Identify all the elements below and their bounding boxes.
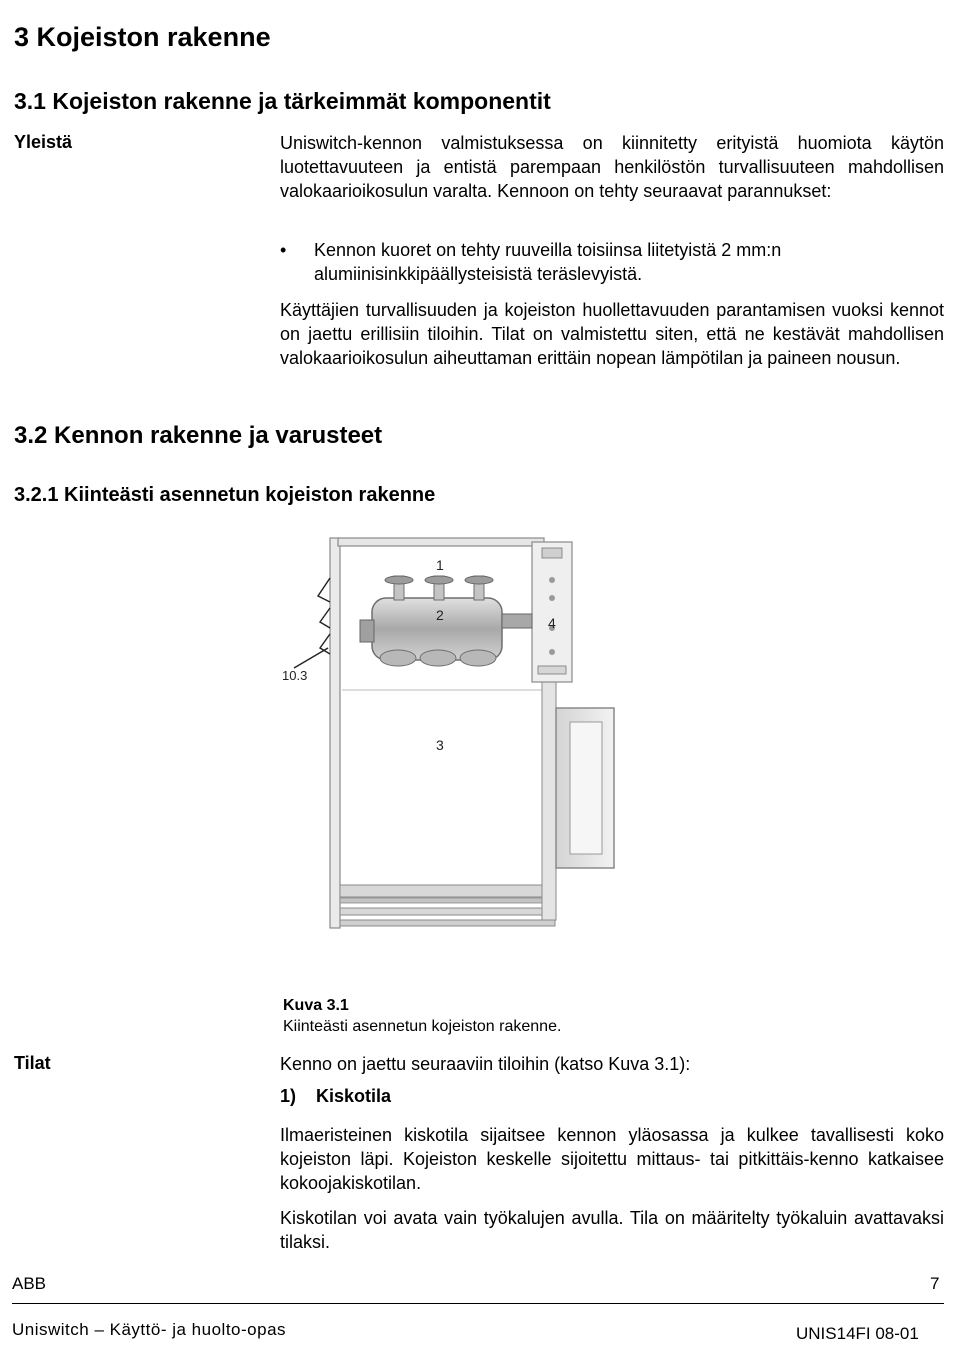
paragraph-intro: Uniswitch-kennon valmistuksessa on kiinnitetty erityistä huomiota käytön luotettavuuteen ja entistä parempaan henkilöstön turvallisuuteen mahdollisen valokaarioikosulun varalta. Kennoon on tehty seuraavat parannukset: [280, 133, 944, 201]
side-label-tilat: Tilat [14, 1053, 51, 1073]
footer-manual-title: Uniswitch – Käyttö- ja huolto-opas [12, 1320, 287, 1339]
figure-caption-text: Kiinteästi asennetun kojeiston rakenne. [283, 1018, 562, 1035]
section-heading-3-2: 3.2 Kennon rakenne ja varusteet [14, 422, 383, 449]
figure-label-2: 2 [436, 607, 444, 623]
mounting-plate [532, 542, 572, 682]
paragraph-compartments: Kenno on jaettu seuraaviin tiloihin (katso Kuva 3.1): [280, 1054, 691, 1074]
side-label-yleista: Yleistä [14, 132, 73, 152]
figure-caption-title: Kuva 3.1 [283, 997, 349, 1014]
figure-label-3: 3 [436, 737, 444, 753]
section-heading-3-1: 3.1 Kojeiston rakenne ja tärkeimmät komponentit [14, 88, 551, 114]
subheading-kiskotila [280, 1086, 391, 1107]
load-break-switch-tank [360, 576, 532, 666]
section-heading-3-2-1: 3.2.1 Kiinteästi asennetun kojeiston rakenne [14, 484, 436, 506]
paragraph-busbar: Ilmaeristeinen kiskotila sijaitsee kennon yläosassa ja kulkee tavallisesti koko kojeiston läpi. Kojeiston keskelle sijoitettu mittaus- tai pitkittäis-kenno katkaisee kokoojakiskotilan. [280, 1125, 944, 1193]
subheading-title: Kiskotila [316, 1086, 392, 1106]
bullet-symbol: • [280, 240, 287, 260]
cabinet-door [542, 680, 614, 920]
figure-label-10-3: 10.3 [282, 668, 308, 683]
subheading-number: 1) [280, 1086, 297, 1106]
footer-divider [12, 1303, 944, 1304]
bullet-text: Kennon kuoret on tehty ruuveilla toisiinsa liitetyistä 2 mm:n alumiinisinkkipäällysteisistä teräslevyistä. [314, 240, 782, 284]
paragraph-busbar-access: Kiskotilan voi avata vain työkalujen avulla. Tila on määritelty työkaluin avattavaksi tilaksi. [280, 1208, 944, 1252]
pressure-relief-flaps [294, 578, 330, 668]
footer-doc-code: UNIS14FI 08-01 [796, 1324, 919, 1343]
chapter-title: 3 Kojeiston rakenne [14, 22, 271, 52]
footer-page-number: 7 [930, 1274, 940, 1293]
figure-label-1: 1 [436, 557, 444, 573]
paragraph-safety: Käyttäjien turvallisuuden ja kojeiston huollettavuuden parantamisen vuoksi kennot on jaettu erillisiin tiloihin. Tilat on valmistettu siten, että ne kestävät mahdollisen valokaarioikosulun aiheuttaman erittäin nopean lämpötilan ja paineen nousun. [280, 300, 944, 368]
footer-company: ABB [12, 1274, 47, 1293]
switchgear-cross-section-figure [280, 530, 640, 940]
figure-label-4: 4 [548, 615, 556, 631]
